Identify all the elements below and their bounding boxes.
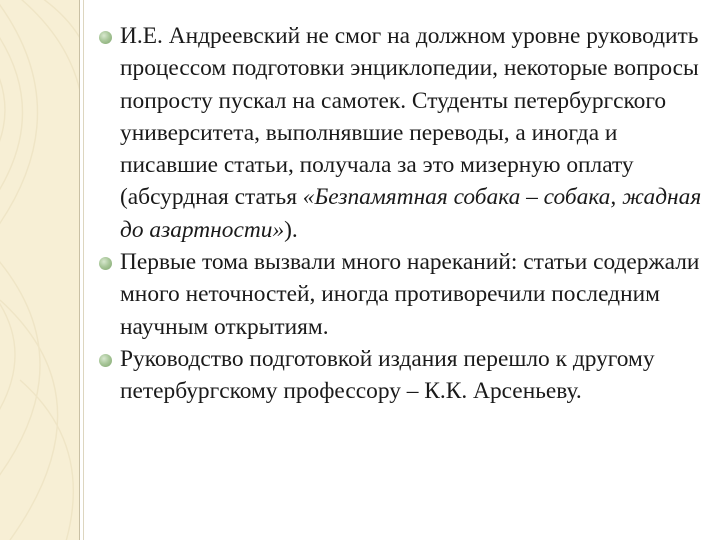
- slide-body: [98, 20, 710, 408]
- bullet-icon: [99, 257, 112, 270]
- bullet-item-2: [98, 246, 710, 343]
- sidebar-pattern: [0, 0, 79, 540]
- sidebar-divider-line-thin: [83, 0, 84, 540]
- bullet-icon: [99, 354, 112, 367]
- bullet-item-1: [98, 20, 710, 246]
- bullet-1-text: И.Е. Андреевский не смог на должном уровне руководить процессом подготовки энциклопедии, некоторые вопросы попросту пускал на самотек. Студенты петербургского университета, выполнявшие переводы, а иногда и писавшие статьи, получала за это мизерную оплату (абсурдная статья: [120, 23, 699, 211]
- bullet-3-text: Руководство подготовкой издания перешло к другому петербургскому профессору – К.К. Арсеньеву.: [120, 345, 655, 405]
- bullet-2-text: Первые тома вызвали много нареканий: статьи содержали много неточностей, иногда противоречили последним научным открытиям.: [120, 249, 700, 340]
- bullet-icon: [99, 31, 112, 44]
- bullet-1-italic-title: «Безпамятная собака – собака, жадная до азартности»: [120, 184, 702, 243]
- bullet-list: [98, 20, 710, 408]
- decorative-sidebar: [0, 0, 79, 540]
- bullet-1-text-end: ).: [284, 216, 298, 243]
- bullet-item-3: [98, 343, 710, 408]
- sidebar-divider-line: [79, 0, 80, 540]
